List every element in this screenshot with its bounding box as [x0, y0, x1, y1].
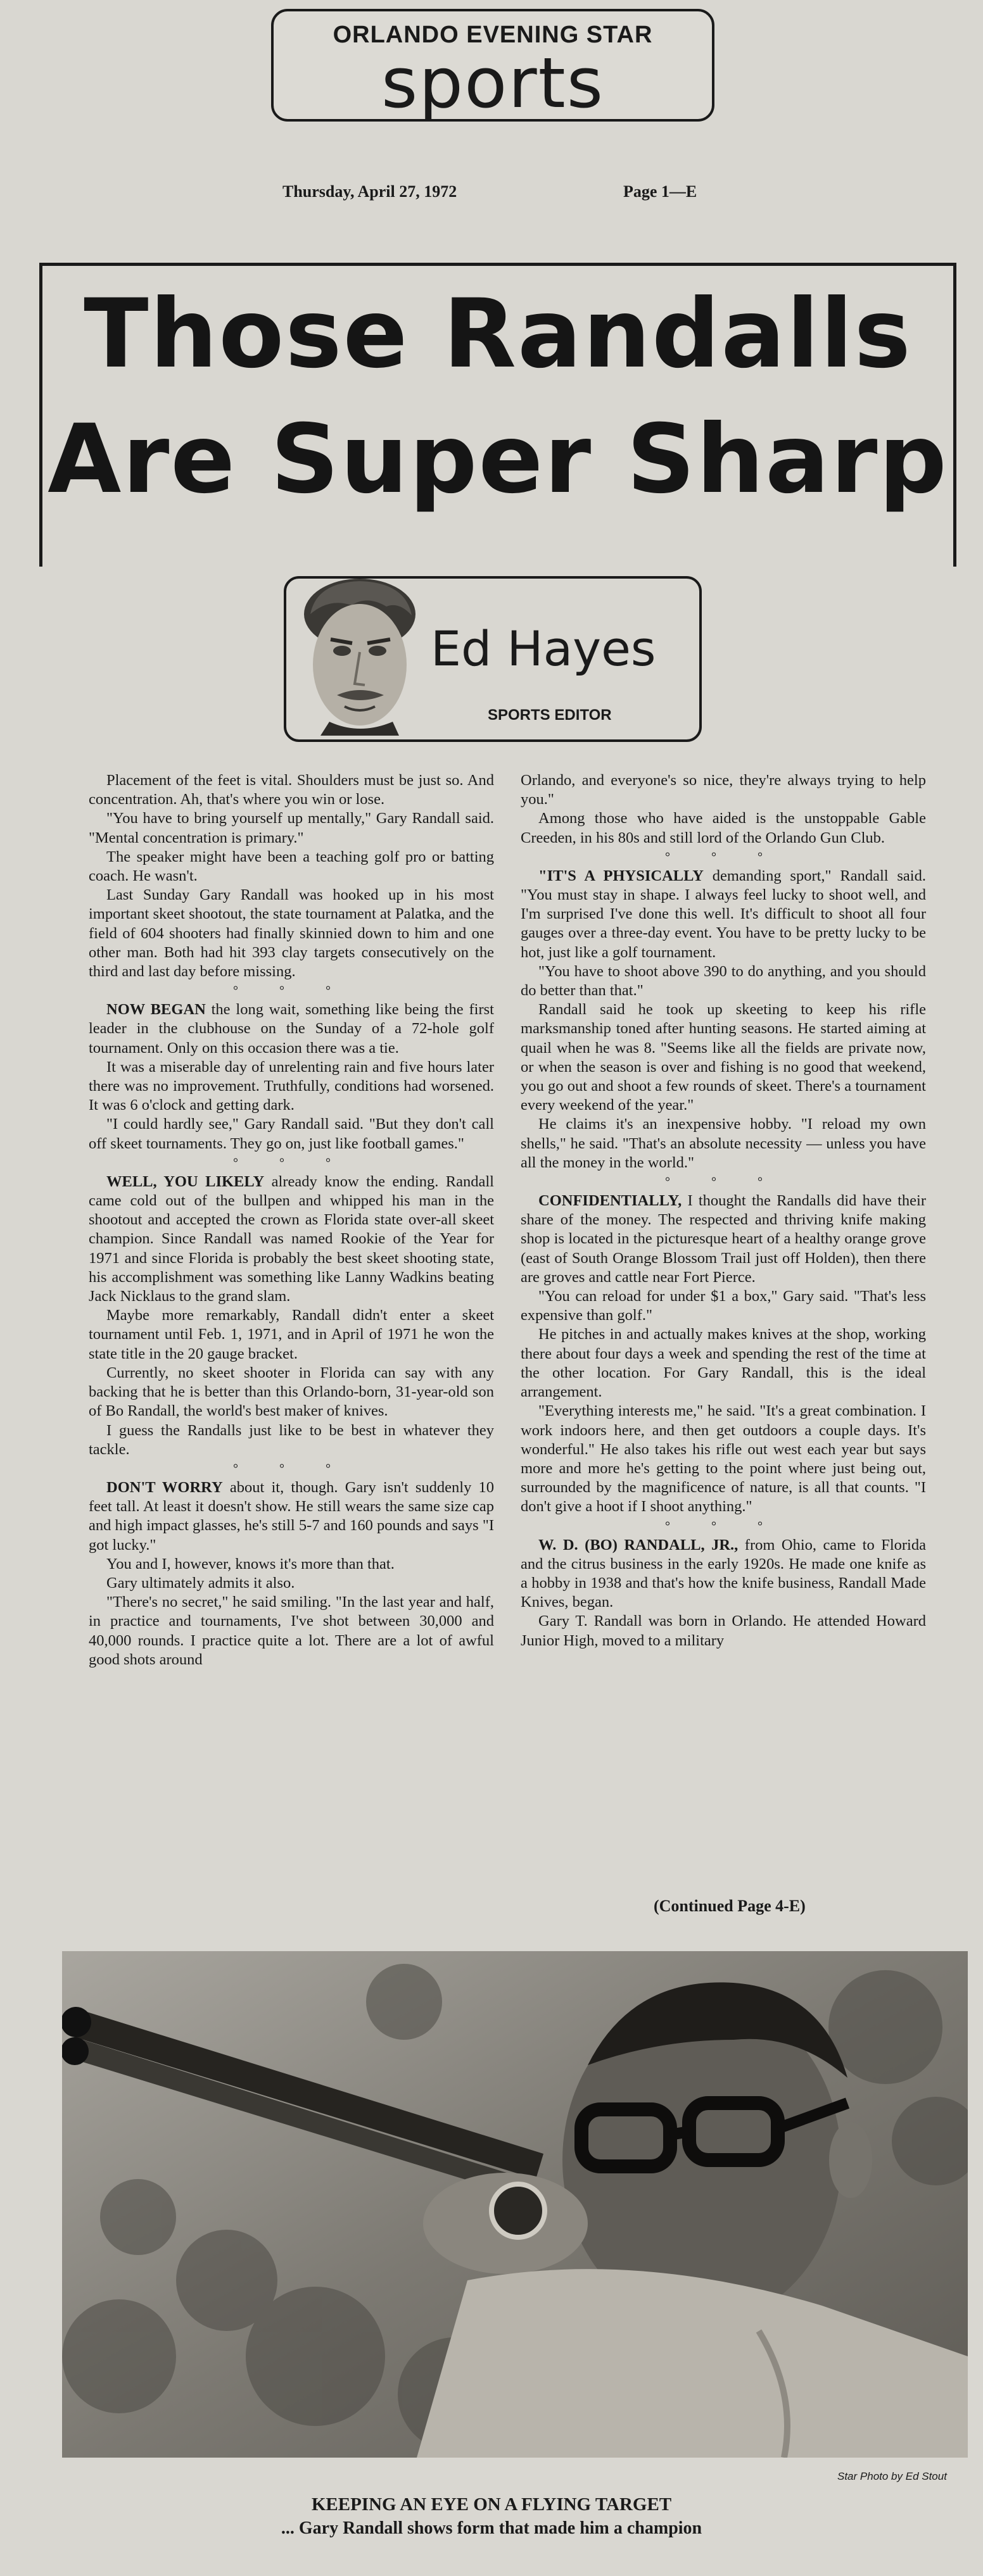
section-separator: ° ° °: [665, 1175, 782, 1190]
paragraph-text: Randall said he took up skeeting to keep his rifle marksmanship toned after hunting seasons. He started aiming at quail when he was 8. "Seems like all the fields are private now, or when the season is over and fishing is no good that weekend, you go out and shoot a few rounds of skeet. There's a tournament every weekend of the year.": [521, 1001, 926, 1114]
article-paragraph: [89, 1364, 494, 1421]
paragraph-lead-in: NOW BEGAN: [106, 1001, 206, 1019]
paragraph-text: He claims it's an inexpensive hobby. "I reload my own shells," he said. "That's an absolute necessity — unless you have all the money in the world.": [521, 1115, 926, 1171]
article-paragraph: [521, 867, 926, 962]
author-name: Ed Hayes: [431, 620, 656, 677]
article-paragraph: [89, 1421, 494, 1459]
paragraph-text: "You have to bring yourself up mentally," Gary Randall said. "Mental concentration is primary.": [89, 810, 494, 846]
article-paragraph: [521, 1115, 926, 1172]
article-paragraph: [521, 809, 926, 847]
article-paragraph: [89, 1555, 494, 1574]
section-separator: ° ° °: [233, 1155, 350, 1170]
article-paragraph: [89, 771, 494, 809]
article-paragraph: [89, 1115, 494, 1153]
article-paragraph: [521, 771, 926, 809]
section-separator: ° ° °: [665, 850, 782, 864]
paragraph-text: demanding sport," Randall said. "You must stay in shape. I always feel lucky to shoot well, and I'm surprised I've done this well. It's difficult to shoot all four gauges over a three-day event. You have to be pretty lucky to be hot, just like a golf tournament.: [521, 867, 926, 961]
article-paragraph: [89, 1478, 494, 1555]
paragraph-lead-in: WELL, YOU LIKELY: [106, 1172, 265, 1190]
paragraph-text: You and I, however, knows it's more than that.: [106, 1555, 395, 1573]
masthead: [271, 9, 714, 122]
article-paragraph: [89, 1058, 494, 1115]
article-paragraph: [521, 1325, 926, 1402]
article-paragraph: [521, 962, 926, 1000]
article-paragraph: [89, 809, 494, 847]
paragraph-text: the long wait, something like being the first leader in the clubhouse on the Sunday of a 72-hole golf tournament. Only on this occasion there was a tie.: [89, 1001, 494, 1057]
paragraph-lead-in: W. D. (BO) RANDALL, JR.,: [538, 1536, 739, 1554]
photo-caption-head: KEEPING AN EYE ON A FLYING TARGET: [311, 2494, 672, 2515]
dateline: Thursday, April 27, 1972: [282, 182, 457, 201]
paragraph-text: from Ohio, came to Florida and the citrus business in the early 1920s. He made one knife as a hobby in 1938 and that's how the knife business, Randall Made Knives, began.: [521, 1536, 926, 1611]
article-paragraph: [521, 1287, 926, 1325]
paragraph-text: Gary T. Randall was born in Orlando. He attended Howard Junior High, moved to a military: [521, 1612, 926, 1649]
paragraph-text: I guess the Randalls just like to be best in whatever they tackle.: [89, 1421, 494, 1458]
paper-name: ORLANDO EVENING STAR: [333, 22, 653, 48]
continued-note: (Continued Page 4-E): [654, 1897, 806, 1915]
page-number: Page 1—E: [623, 182, 697, 201]
article-paragraph: [89, 1574, 494, 1593]
headline-line-2: Are Super Sharp: [48, 405, 948, 515]
article-paragraph: [521, 1536, 926, 1612]
article-column-right: [521, 771, 926, 1650]
section-separator: ° ° °: [233, 1461, 350, 1476]
paragraph-text: "You have to shoot above 390 to do anything, and you should do better than that.": [521, 962, 926, 1000]
article-paragraph: [521, 1402, 926, 1516]
paragraph-text: about it, though. Gary isn't suddenly 10 feet tall. At least it doesn't show. He still wears the same size cap and high impact glasses, he's still 5-7 and 160 pounds and says "I got lucky.": [89, 1478, 495, 1554]
paragraph-lead-in: "IT'S A PHYSICALLY: [538, 867, 704, 884]
photo-credit: Star Photo by Ed Stout: [837, 2470, 947, 2482]
photo-caption-sub: ... Gary Randall shows form that made him a champion: [281, 2518, 702, 2538]
paragraph-text: Gary ultimately admits it also.: [106, 1574, 295, 1592]
article-paragraph: [89, 1593, 494, 1669]
paragraph-text: He pitches in and actually makes knives at the shop, working there about four days a week and spending the rest of the time at the other location. For Gary Randall, this is the ideal arrangement.: [521, 1326, 926, 1401]
article-paragraph: [521, 1000, 926, 1115]
paragraph-text: It was a miserable day of unrelenting rain and five hours later there was no improvement. Truthfully, conditions had worsened. It was 6 o'clock and getting dark.: [89, 1058, 494, 1114]
paragraph-lead-in: DON'T WORRY: [106, 1478, 223, 1496]
paragraph-text: Currently, no skeet shooter in Florida can say with any backing that he is better than this Orlando-born, 31-year-old son of Bo Randall, the world's best maker of knives.: [89, 1364, 494, 1420]
article-paragraph: [89, 1306, 494, 1364]
author-title: SPORTS EDITOR: [488, 707, 612, 724]
paragraph-text: The speaker might have been a teaching golf pro or batting coach. He wasn't.: [89, 848, 494, 885]
article-paragraph: [89, 886, 494, 981]
paragraph-text: Orlando, and everyone's so nice, they're always trying to help you.": [521, 772, 926, 808]
article-paragraph: [89, 848, 494, 886]
headline-box: [39, 263, 956, 567]
paragraph-text: "There's no secret," he said smiling. "In the last year and half, in practice and tournaments, I've shot between 30,000 and 40,000 rounds. I practice quite a lot. There are a lot of awful good shots around: [89, 1593, 494, 1668]
paragraph-text: Among those who have aided is the unstoppable Gable Creeden, in his 80s and still lord of the Orlando Gun Club.: [521, 810, 926, 846]
paragraph-text: already know the ending. Randall came cold out of the bullpen and whipped his man in the shootout and accepted the crown as Florida state over-all skeet champion. Since Randall was named Rookie of the Year for 1971 and since Florida is probably the best skeet shooting state, his accomplishment was something like Lanny Wadkins beating Jack Nicklaus to the grand slam.: [89, 1172, 494, 1305]
paragraph-text: Last Sunday Gary Randall was hooked up in his most important skeet shootout, the state tournament at Palatka, and the field of 604 shooters had finally skinnied down to him and one other man. Both had hit 393 clay targets consecutively on the third and last day before missing.: [89, 886, 494, 981]
paragraph-text: "I could hardly see," Gary Randall said. "But they don't call off skeet tournaments. They go on, just like football games.": [89, 1115, 494, 1152]
article-paragraph: [89, 1172, 494, 1306]
paragraph-text: Maybe more remarkably, Randall didn't enter a skeet tournament until Feb. 1, 1971, and in April of 1971 he won the state title in the 20 gauge bracket.: [89, 1307, 494, 1362]
article-paragraph: [521, 1612, 926, 1650]
section-separator: ° ° °: [233, 984, 350, 998]
article-paragraph: [521, 1191, 926, 1287]
article-column-left: [89, 771, 494, 1669]
paragraph-lead-in: CONFIDENTIALLY,: [538, 1192, 682, 1210]
paragraph-text: "You can reload for under $1 a box," Gary said. "That's less expensive than golf.": [521, 1288, 926, 1324]
paragraph-text: I thought the Randalls did have their share of the money. The respected and thriving knife making shop is located in the picturesque heart of a healthy orange grove (east of South Orange Blossom Trail just off Holden), then there are groves and cattle near Fort Pierce.: [521, 1192, 926, 1286]
section-name: sports: [381, 42, 605, 123]
headline-line-1: Those Randalls: [84, 279, 912, 389]
section-separator: ° ° °: [665, 1519, 782, 1533]
paragraph-text: "Everything interests me," he said. "It's a great combination. I work indoors here, and then get outdoors a couple days. It's wonderful." He also takes his rifle out west each year but says more and more he's getting to the point where just being out, surrounded by the magnificence of nature, is all that counts. "I don't give a hoot if I shoot anything.": [521, 1402, 926, 1516]
paragraph-text: Placement of the feet is vital. Shoulders must be just so. And concentration. Ah, that's where you win or lose.: [89, 772, 494, 808]
author-portrait: [291, 570, 424, 736]
news-photo: [62, 1951, 968, 2458]
article-paragraph: [89, 1000, 494, 1058]
